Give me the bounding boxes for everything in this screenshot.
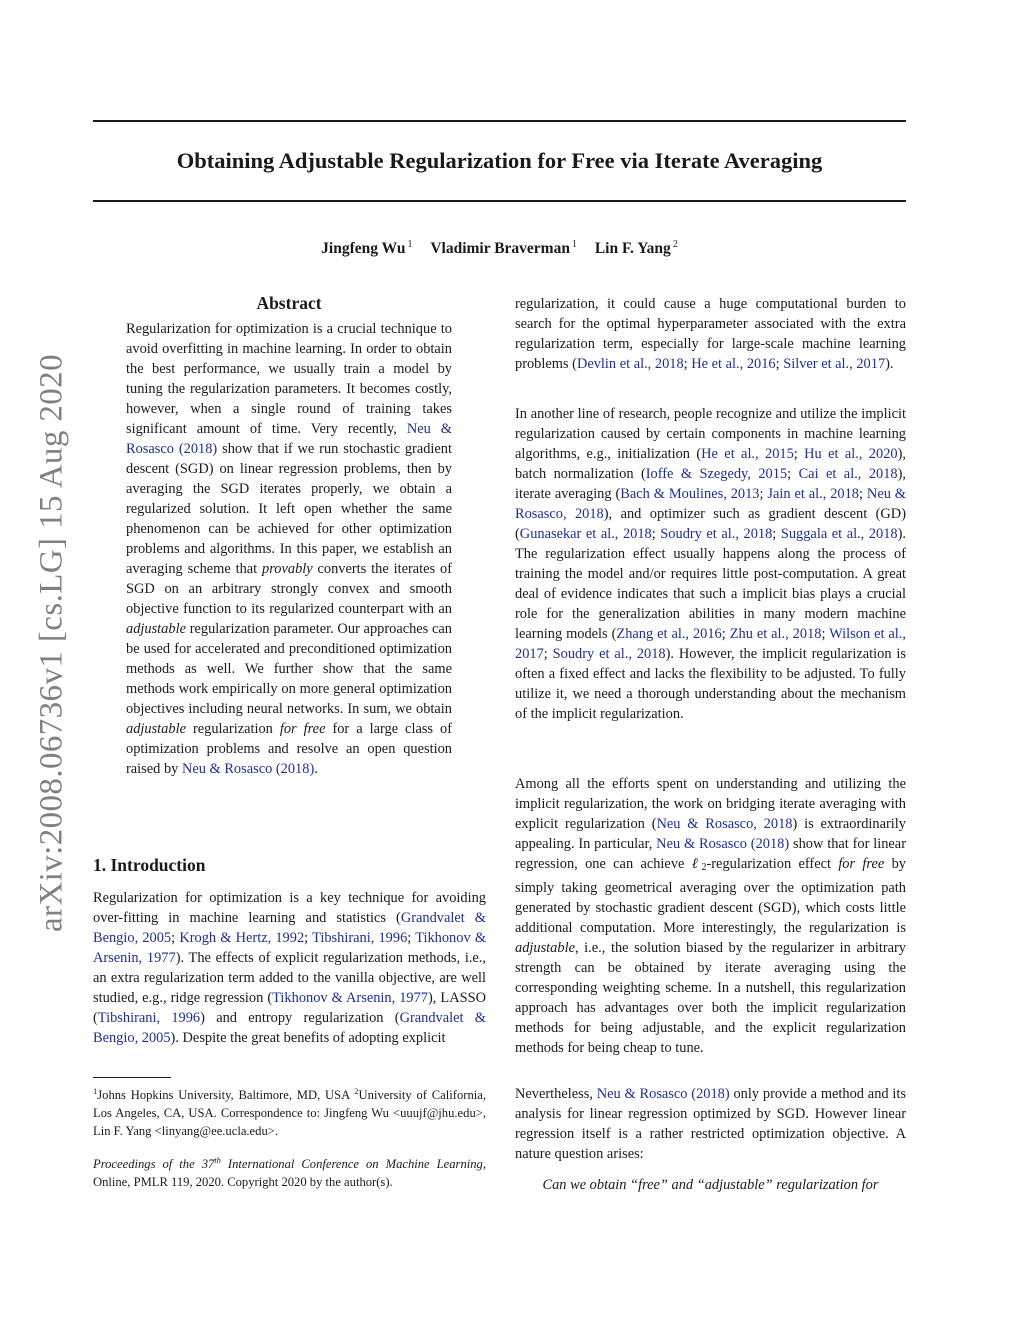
citation-link[interactable]: Neu & Rosasco (2018) [656,836,790,852]
citation-link[interactable]: Soudry et al., 2018 [552,646,666,662]
citation-link[interactable]: Tibshirani, 1996 [312,930,408,946]
author: Vladimir Braverman $^1$ [430,239,577,257]
right-paragraph-1: regularization, it could cause a huge computational burden to search for the optimal hyperparameter associated with the extra regularization term, especially for large-scale machine learning problems (Devlin et al., 2018; He et al., 2016; Silver et al., 2017). [515,296,906,372]
affiliation-mark: 1 [407,239,413,250]
citation-link[interactable]: Bach & Moulines, 2013 [620,486,760,502]
citation-link[interactable]: Tikhonov & Arsenin, 1977 [272,990,428,1006]
affiliation-mark: 1 [571,239,577,250]
citation-link[interactable]: Grandvalet & Bengio, 2005 [93,910,486,946]
citation-link[interactable]: Neu & Rosasco (2018) [596,1086,730,1102]
author-list [93,235,906,259]
right-paragraph-3: Among all the efforts spent on understanding and utilizing the implicit regularization, the work on bridging iterate averaging with explicit regularization (Neu & Rosasco, 2018) is extraordinarily appealing. In particular, Neu & Rosasco (2018) show that for linear regression, one can achieve ℓ$_2$-regularization effect for free by simply taking geometrical averaging over the optimization path generated by stochastic gradient descent (SGD), which costs little additional computation. More interestingly, the regularization is adjustable, i.e., the solution biased by the regularizer in arbitrary strength can be obtained by iterate averaging using the corresponding weighting scheme. In a nutshell, this regularization approach has advantages over both the implicit regularization methods for being adjustable, and the explicit regularization methods for being cheap to tune. [515,776,906,1056]
research-question: Can we obtain “free” and “adjustable” regularization for [542,1177,879,1193]
citation-link[interactable]: Tikhonov & Arsenin, 1977 [93,930,487,966]
citation-link[interactable]: Neu & Rosasco (2018) [126,421,452,457]
affiliation-mark: 2 [672,239,678,250]
citation-link[interactable]: Neu & Rosasco, 2018 [656,816,793,832]
abstract-heading: Abstract [256,293,322,313]
citation-link[interactable]: Neu & Rosasco (2018) [181,761,315,777]
citation-link[interactable]: Soudry et al., 2018 [660,526,773,542]
citation-link[interactable]: Suggala et al., 2018 [780,526,898,542]
citation-link[interactable]: Wilson et al., 2017 [515,626,906,662]
proceedings-note: Proceedings of the 37th International Conference on Machine Learning, Online, PMLR 119, 2020. Copyright 2020 by the author(s). [93,1155,486,1189]
paper-title: Obtaining Adjustable Regularization for Free via Iterate Averaging [176,148,823,173]
title-rule-top [93,120,906,122]
right-paragraph-4: Nevertheless, Neu & Rosasco (2018) only provide a method and its analysis for linear regression optimized by SGD. However linear regression itself is a rather restricted optimization objective. A nature question arises: [515,1086,906,1162]
title-rule-bottom [93,200,906,202]
citation-link[interactable]: Zhu et al., 2018 [729,626,822,642]
citation-link[interactable]: Gunasekar et al., 2018 [519,526,652,542]
citation-link[interactable]: Hu et al., 2020 [804,446,898,462]
right-paragraph-2: In another line of research, people recognize and utilize the implicit regularization caused by certain components in machine learning algorithms, e.g., initialization (He et al., 2015; Hu et al., 2020), batch normalization (Ioffe & Szegedy, 2015; Cai et al., 2018), iterate averaging (Bach & Moulines, 2013; Jain et al., 2018; Neu & Rosasco, 2018), and optimizer such as gradient descent (GD) (Gunasekar et al., 2018; Soudry et al., 2018; Suggala et al., 2018). The regularization effect usually happens along the process of training the model and/or requires little post-computation. A great deal of evidence indicates that such a implicit bias plays a crucial role for the generalization abilities in many modern machine learning models (Zhang et al., 2016; Zhu et al., 2018; Wilson et al., 2017; Soudry et al., 2018). However, the implicit regularization is often a fixed effect and lacks the flexibility to be adjusted. To fully utilize it, we need a thorough understanding about the mechanism of the implicit regularization. [515,406,906,722]
citation-link[interactable]: He et al., 2016 [691,356,776,372]
author: Jingfeng Wu $^1$ [321,239,413,257]
citation-link[interactable]: Zhang et al., 2016 [616,626,722,642]
citation-link[interactable]: Silver et al., 2017 [783,356,886,372]
citation-link[interactable]: Tibshirani, 1996 [97,1010,201,1026]
citation-link[interactable]: Ioffe & Szegedy, 2015 [645,466,788,482]
citation-link[interactable]: Krogh & Hertz, 1992 [179,930,305,946]
affiliation-footnote: $^1$Johns Hopkins University, Baltimore, MD, USA $^2$University of California, Los Angeles, CA, USA. Correspondence to: Jingfeng Wu <uuujf@jhu.edu>, Lin F. Yang <linyang@ee.ucla.edu>. [93,1086,486,1138]
citation-link[interactable]: Neu & Rosasco, 2018 [515,486,906,522]
citation-link[interactable]: He et al., 2015 [701,446,794,462]
intro-paragraph: Regularization for optimization is a key technique for avoiding over-fitting in machine learning and statistics (Grandvalet & Bengio, 2005; Krogh & Hertz, 1992; Tibshirani, 1996; Tikhonov & Arsenin, 1977). The effects of explicit regularization methods, i.e., an extra regularization term added to the vanilla objective, are well studied, e.g., ridge regression (Tikhonov & Arsenin, 1977), LASSO (Tibshirani, 1996) and entropy regularization (Grandvalet & Bengio, 2005). Despite the great benefits of adopting explicit [93,890,487,1046]
author: Lin F. Yang $^2$ [594,239,678,257]
abstract-text: Regularization for optimization is a crucial technique to avoid overfitting in machine learning. In order to obtain the best performance, we usually train a model by tuning the regularization parameters. It becomes costly, however, when a single round of training takes significant amount of time. Very recently, Neu & Rosasco (2018) show that if we run stochastic gradient descent (SGD) on linear regression problems, then by averaging the SGD iterates properly, we obtain a regularized solution. It left open whether the same phenomenon can be achieved for other optimization problems and algorithms. In this paper, we establish an averaging scheme that provably converts the iterates of SGD on an arbitrary strongly convex and smooth objective function to its regularized counterpart with an adjustable regularization parameter. Our approaches can be used for accelerated and preconditioned optimization methods as well. We further show that the same methods work empirically on more general optimization objectives including neural networks. In sum, we obtain adjustable regularization for free for a large class of optimization problems and resolve an open question raised by Neu & Rosasco (2018). [126,321,452,777]
citation-link[interactable]: Jain et al., 2018 [767,486,860,502]
citation-link[interactable]: Cai et al., 2018 [798,466,898,482]
citation-link[interactable]: Grandvalet & Bengio, 2005 [93,1010,486,1046]
footnote-rule [93,1077,171,1078]
section-heading-introduction: 1. Introduction [93,855,206,875]
citation-link[interactable]: Devlin et al., 2018 [576,356,684,372]
